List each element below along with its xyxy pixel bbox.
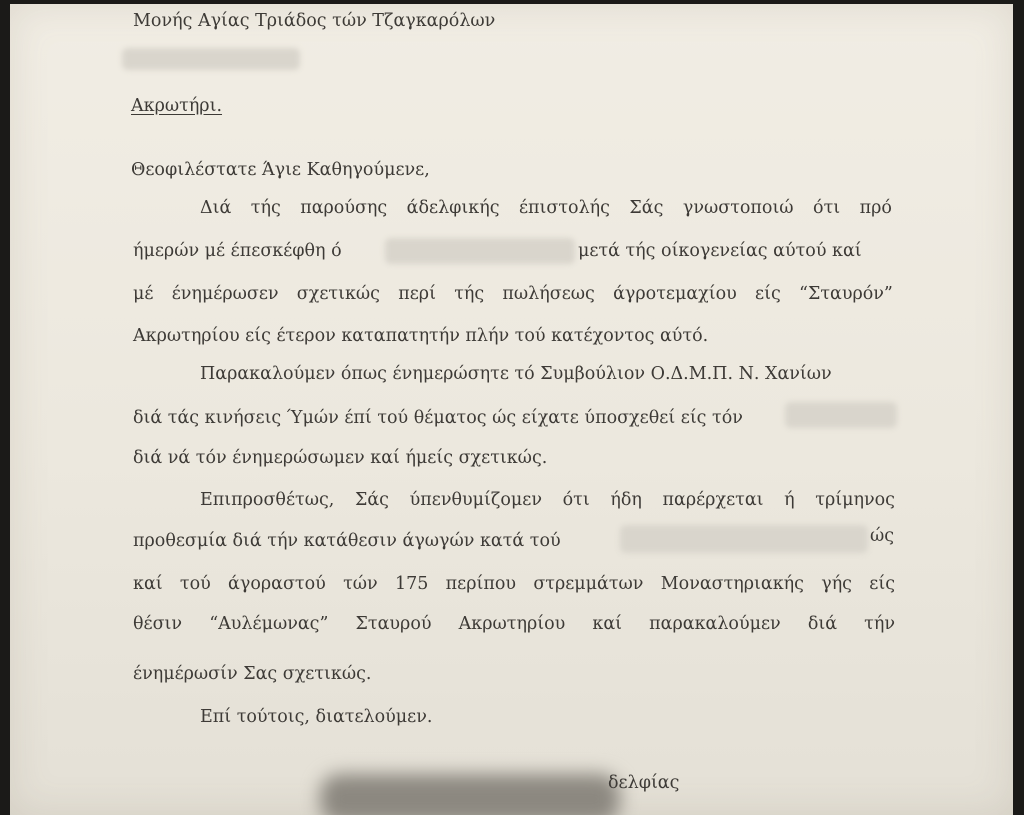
word: Μοναστηριακής (660, 574, 804, 594)
body-line-13: Επί τούτοις, διατελούμεν. (200, 707, 433, 727)
body-line-10 (133, 574, 895, 594)
word: Σταυρού (355, 614, 432, 634)
word: τής (454, 284, 485, 304)
word: ή (784, 490, 795, 510)
word: Ακρωτηρίου (458, 614, 566, 634)
word: θέσιν (133, 614, 183, 634)
word: “Αυλέμωνας” (209, 614, 329, 634)
word: τών (343, 574, 378, 594)
word: στρεμμάτων (533, 574, 644, 594)
word: γνωστοποιώ (682, 198, 794, 218)
word: περί (398, 284, 436, 304)
body-line-7: διά νά τόν ένημερώσωμεν καί ήμείς σχετικώς. (133, 448, 548, 468)
word: Σάς (629, 198, 664, 218)
word: τήν (864, 614, 895, 634)
redacted-header-line (122, 48, 300, 70)
body-line-9a: προθεσμία διά τήν κατάθεσιν άγωγών κατά τού (133, 531, 561, 551)
word: είς (755, 284, 781, 304)
redacted-signature (320, 774, 620, 815)
word: παρέρχεται (662, 490, 764, 510)
word: Σάς (354, 490, 389, 510)
word: ήδη (610, 490, 642, 510)
word: ένημέρωσεν (171, 284, 279, 304)
word: Διά (200, 198, 232, 218)
body-line-5: Παρακαλούμεν όπως ένημερώσητε τό Συμβούλιον Ο.Δ.Μ.Π. Ν. Χανίων (200, 364, 832, 384)
body-line-2a: ήμερών μέ έπεσκέφθη ό (133, 241, 342, 261)
letter-header: Μονής Αγίας Τριάδος τών Τζαγκαρόλων (133, 11, 496, 31)
body-line-1 (200, 198, 892, 218)
body-line-11 (133, 614, 895, 634)
word: ότι (562, 490, 590, 510)
word: 175 (394, 574, 429, 594)
word: μέ (133, 284, 154, 304)
letter-location: Ακρωτήρι. (131, 96, 223, 116)
letter-salutation: Θεοφιλέστατε Άγιε Καθηγούμενε, (131, 160, 430, 180)
closing-fragment: δελφίας (608, 773, 680, 793)
word: ύπενθυμίζομεν (409, 490, 542, 510)
word: άδελφικής (406, 198, 500, 218)
body-line-12: ένημέρωσίν Σας σχετικώς. (133, 664, 372, 684)
redacted-name-2 (785, 402, 897, 428)
word: παρούσης (300, 198, 388, 218)
word: πρό (859, 198, 892, 218)
redacted-name-3 (620, 525, 868, 553)
word: άγοραστού (228, 574, 326, 594)
redacted-name-1 (385, 238, 575, 264)
word: ότι (813, 198, 841, 218)
body-line-3 (133, 284, 893, 304)
word: είς (869, 574, 895, 594)
word: έπιστολής (518, 198, 610, 218)
word: Επιπροσθέτως, (200, 490, 335, 510)
word: τρίμηνος (815, 490, 895, 510)
word: πωλήσεως (502, 284, 595, 304)
body-line-4: Ακρωτηρίου είς έτερον καταπατητήν πλήν τού κατέχοντος αύτό. (133, 326, 709, 346)
word: καί (133, 574, 163, 594)
word: σχετικώς (296, 284, 380, 304)
word: τού (179, 574, 211, 594)
body-line-8 (200, 490, 895, 510)
body-line-9b: ώς (870, 526, 895, 546)
word: διά (807, 614, 838, 634)
word: περίπου (445, 574, 517, 594)
letter-page (10, 4, 1013, 815)
word: τής (250, 198, 281, 218)
word: άγροτεμαχίου (613, 284, 737, 304)
word: παρακαλούμεν (649, 614, 781, 634)
body-line-6: διά τάς κινήσεις Ύμών έπί τού θέματος ώς είχατε ύποσχεθεί είς τόν (133, 408, 743, 428)
word: γής (821, 574, 852, 594)
body-line-2b: μετά τής οίκογενείας αύτού καί (578, 241, 862, 261)
word: καί (592, 614, 623, 634)
word: “Σταυρόν” (799, 284, 893, 304)
